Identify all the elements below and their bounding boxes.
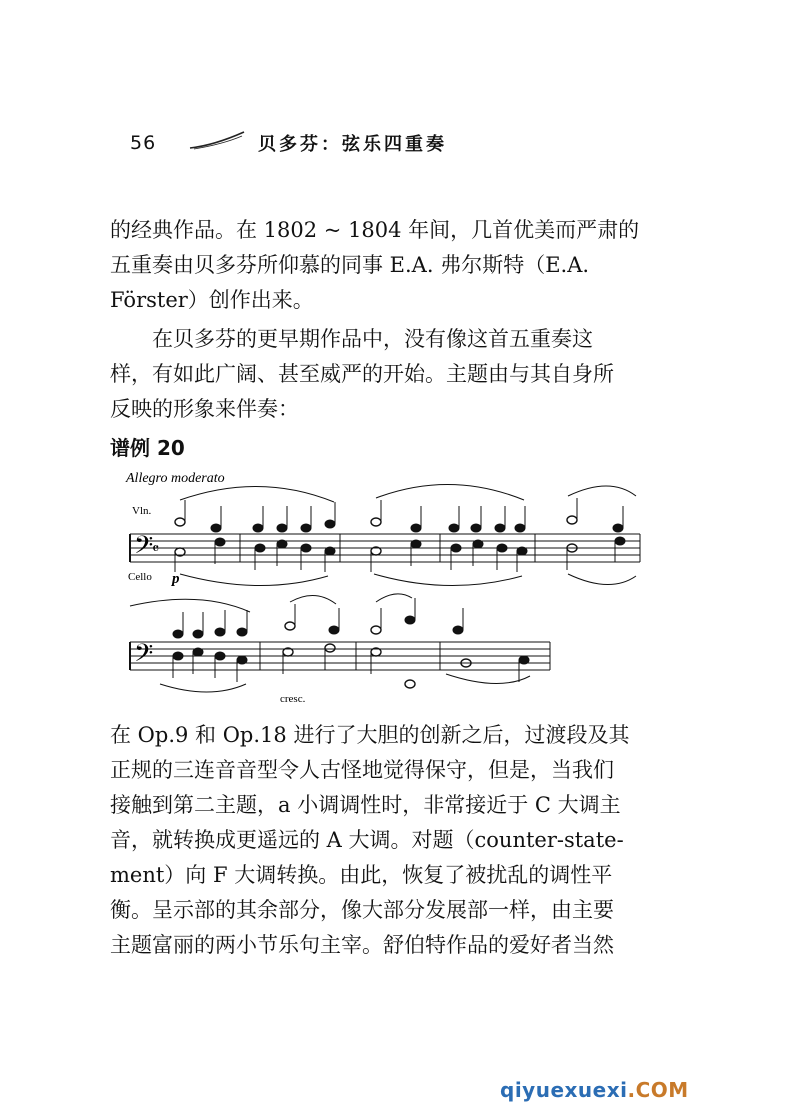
watermark-domain: qiyuexuexi [500, 1078, 628, 1102]
slurs-system-2 [130, 594, 530, 692]
page-number: 56 [130, 132, 157, 154]
music-score [120, 462, 660, 712]
text-line: 反映的形象来伴奏： [110, 397, 299, 421]
watermark [500, 1078, 689, 1102]
tempo-marking: Allegro moderato [126, 471, 225, 486]
paragraph-2 [110, 322, 670, 427]
example-label: 谱例 20 [110, 436, 185, 460]
text-line: 正规的三连音音型令人古怪地觉得保守，但是，当我们 [110, 758, 614, 782]
watermark-tld: .COM [627, 1078, 689, 1102]
bass-clef-icon: 𝄢 [134, 639, 154, 674]
slurs-system-1 [180, 484, 636, 585]
text-line: 接触到第二主题，a 小调调性时，非常接近于 C 大调主 [110, 793, 621, 817]
staff-system-1 [130, 534, 640, 562]
dynamic-marking: p [172, 571, 180, 587]
cello-label: Cello [128, 571, 152, 583]
page-header [130, 130, 670, 158]
text-line: Förster）创作出来。 [110, 288, 314, 312]
text-line: 衡。呈示部的其余部分，像大部分发展部一样，由主要 [110, 898, 614, 922]
violin-label: Vln. [132, 505, 152, 517]
common-time-icon: 𝄴 [152, 539, 160, 558]
text-line: 样，有如此广阔、甚至威严的开始。主题由与其自身所 [110, 362, 614, 386]
text-line: 主题富丽的两小节乐句主宰。舒伯特作品的爱好者当然 [110, 933, 614, 957]
decorative-swoosh-icon [188, 130, 248, 154]
paragraph-3 [110, 718, 670, 963]
text-line: 在贝多芬的更早期作品中，没有像这首五重奏这 [110, 327, 593, 351]
cresc-marking: cresc. [280, 693, 306, 705]
bass-clef-icon: 𝄢 [134, 531, 154, 566]
text-line: ment）向 F 大调转换。由此，恢复了被扰乱的调性平 [110, 863, 613, 887]
violin-notes-system-1 [175, 498, 623, 532]
text-line: 音，就转换成更遥远的 A 大调。对题（counter-state- [110, 828, 624, 852]
paragraph-1 [110, 213, 670, 318]
text-line: 的经典作品。在 1802 ~ 1804 年间，几首优美而严肃的 [110, 218, 640, 242]
text-line: 五重奏由贝多芬所仰慕的同事 E.A. 弗尔斯特（E.A. [110, 253, 590, 277]
text-line: 在 Op.9 和 Op.18 进行了大胆的创新之后，过渡段及其 [110, 723, 630, 747]
violin-notes-system-2 [173, 598, 463, 638]
running-title: 贝多芬：弦乐四重奏 [258, 134, 447, 155]
